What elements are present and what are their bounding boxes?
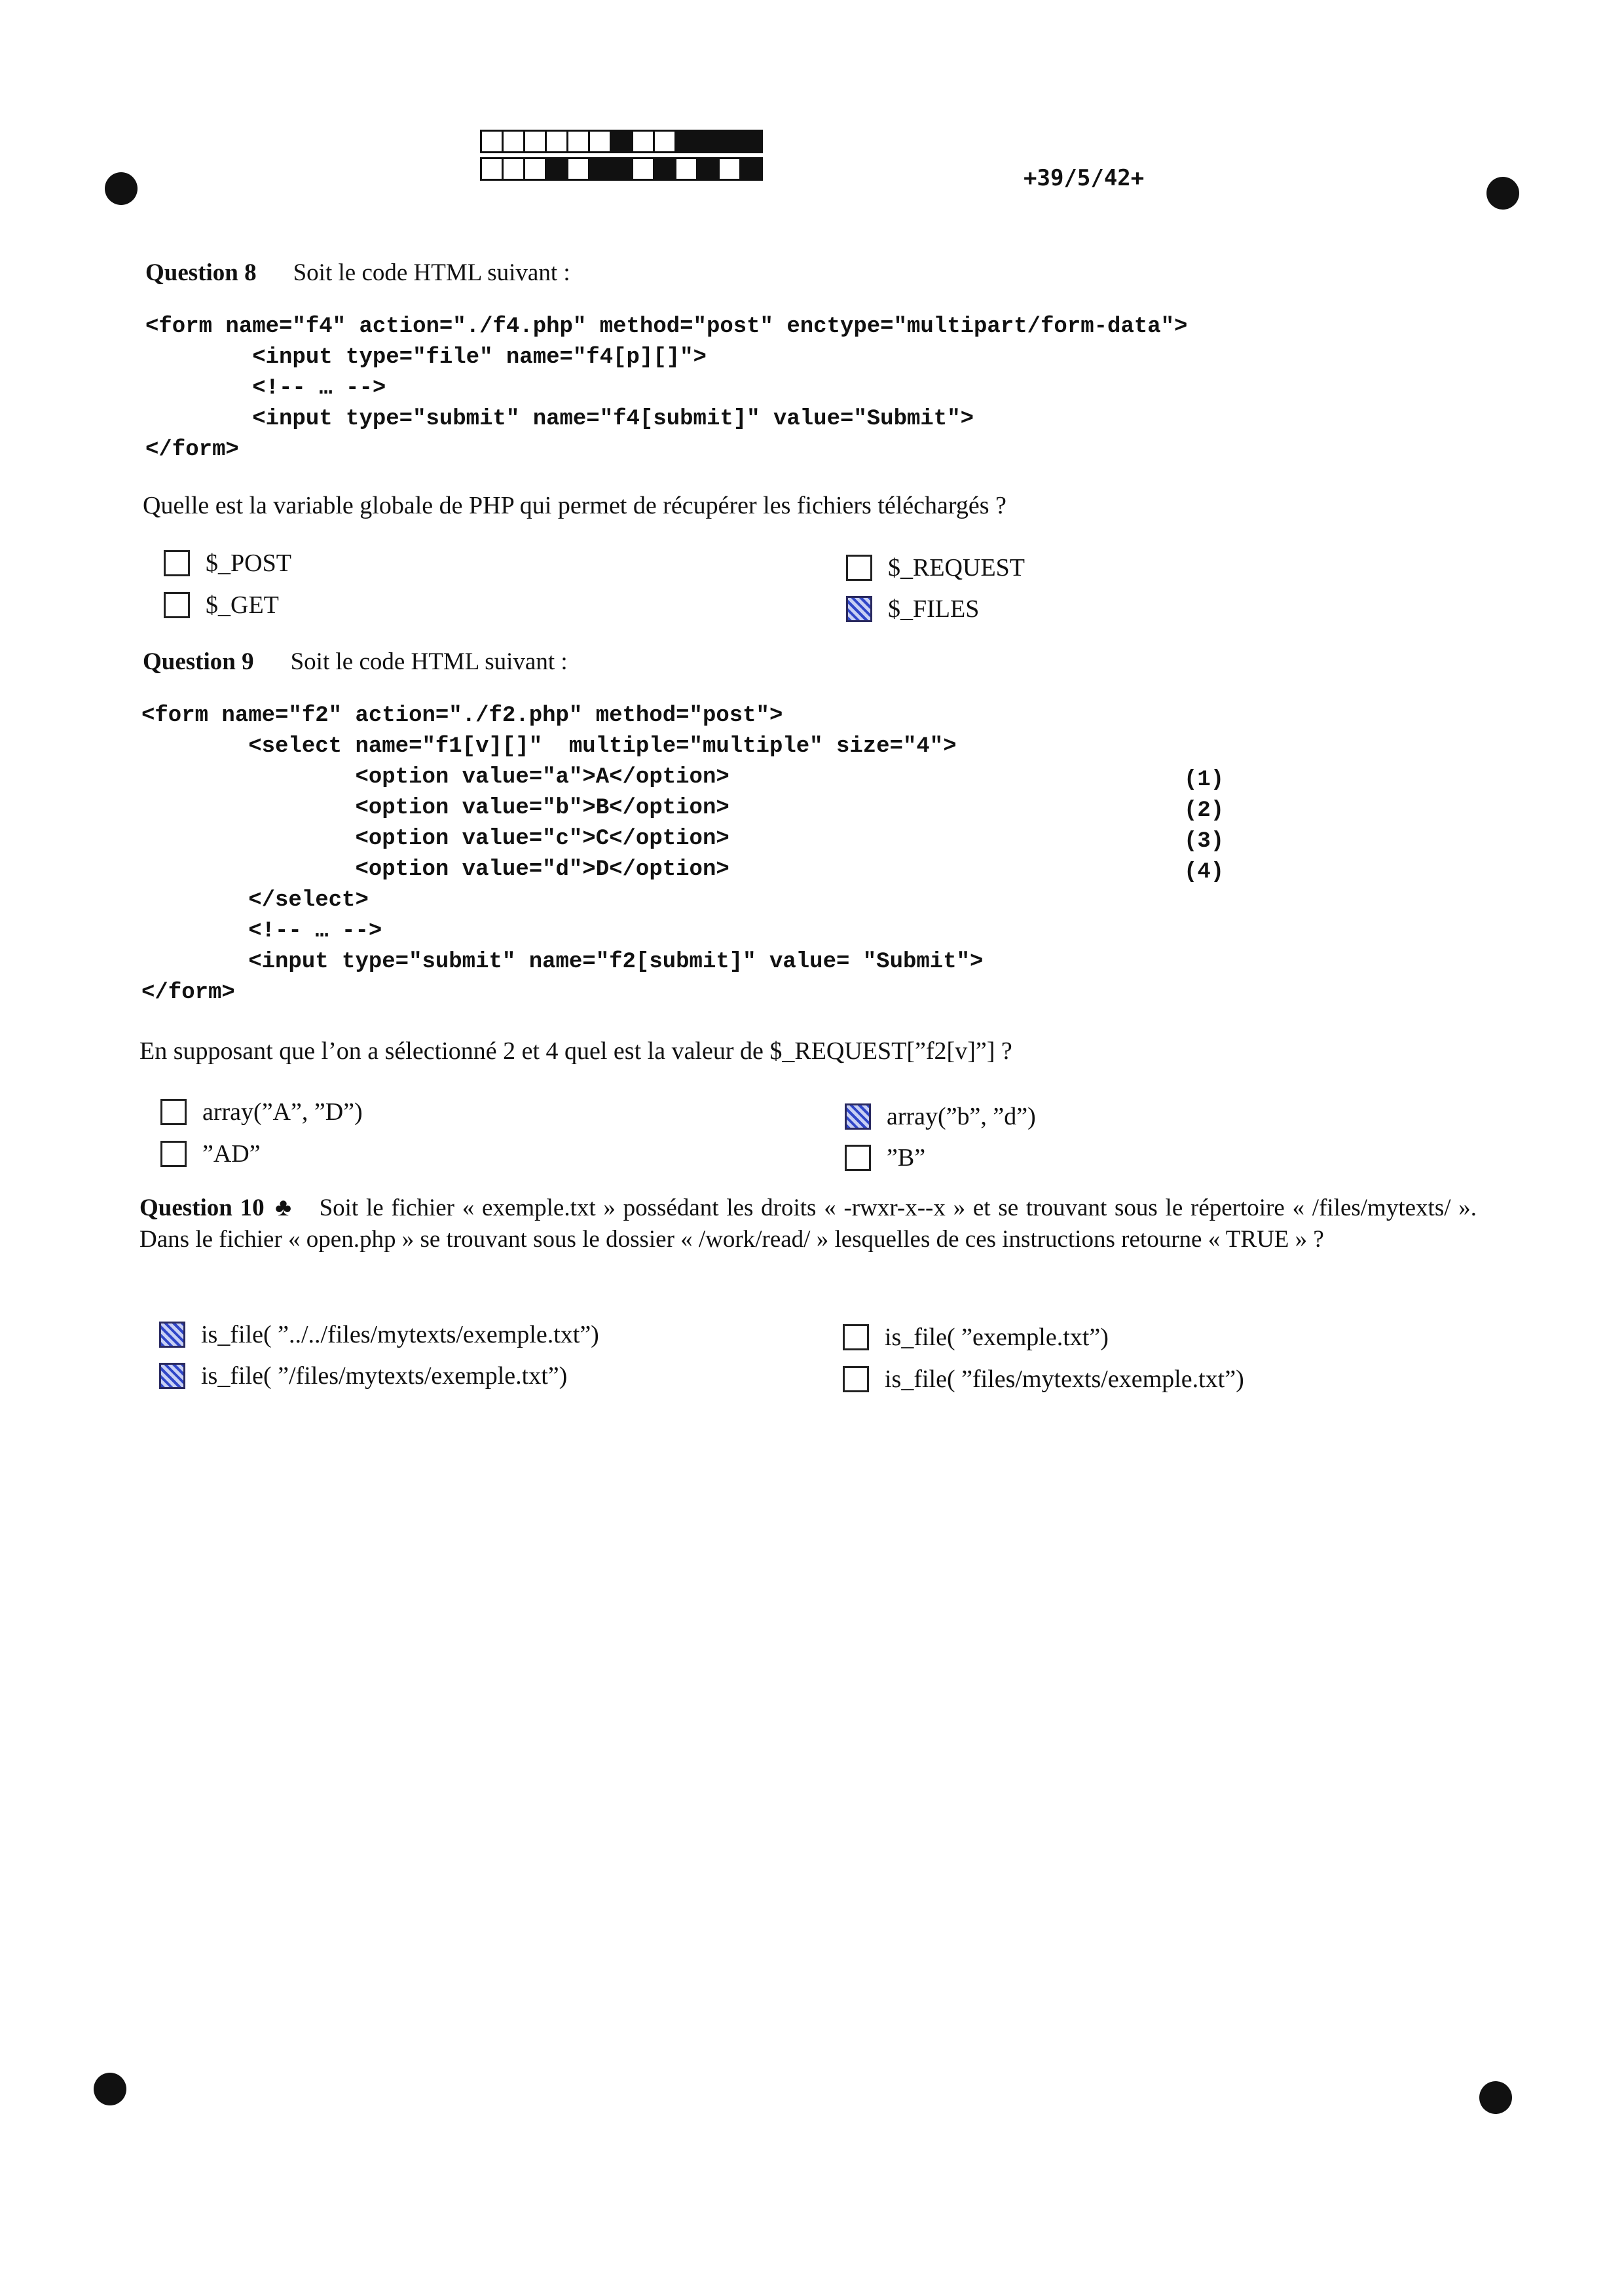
checkbox[interactable] <box>164 592 190 618</box>
answer-option[interactable]: $_POST <box>164 549 291 578</box>
answer-option[interactable]: ”B” <box>845 1143 925 1172</box>
answer-option[interactable]: is_file( ”/files/mytexts/exemple.txt”) <box>159 1361 567 1390</box>
question-label: Question 8 <box>145 259 257 286</box>
corner-mark-top-left <box>105 172 138 205</box>
barcode-row-2 <box>480 157 761 181</box>
question-8-prompt: Quelle est la variable globale de PHP qui permet de récupérer les fichiers téléchargés ? <box>143 492 1006 519</box>
checkbox[interactable] <box>845 1145 871 1171</box>
line-number: (3) <box>1184 829 1225 854</box>
checkbox-checked[interactable] <box>845 1103 871 1130</box>
checkbox-checked[interactable] <box>159 1322 185 1348</box>
answer-option[interactable]: array(”A”, ”D”) <box>160 1098 363 1126</box>
question-intro: Soit le code HTML suivant : <box>293 259 570 286</box>
answer-option[interactable]: $_FILES <box>846 595 979 623</box>
answer-option[interactable]: is_file( ”files/mytexts/exemple.txt”) <box>843 1365 1244 1394</box>
line-number: (4) <box>1184 860 1225 885</box>
checkbox-checked[interactable] <box>159 1363 185 1389</box>
question-10-text <box>139 1192 1477 1255</box>
checkbox[interactable] <box>160 1099 187 1125</box>
question-9-header <box>143 648 568 676</box>
answer-option[interactable]: is_file( ”../../files/mytexts/exemple.txt”) <box>159 1320 599 1349</box>
corner-mark-bottom-right <box>1479 2081 1512 2114</box>
question-label: Question 10 <box>139 1194 265 1221</box>
checkbox[interactable] <box>160 1141 187 1167</box>
answer-option[interactable]: is_file( ”exemple.txt”) <box>843 1323 1109 1352</box>
question-8-code: <form name="f4" action="./f4.php" method="post" enctype="multipart/form-data"> <input type="file" name="f4[p][]"> <!-- … --> <input type="submit" name="f4[submit]" value="Submit"> </form> <box>145 314 1188 462</box>
checkbox[interactable] <box>843 1324 869 1350</box>
checkbox-checked[interactable] <box>846 596 872 622</box>
barcode-row-1 <box>480 130 761 153</box>
corner-mark-bottom-left <box>94 2073 126 2105</box>
answer-option[interactable]: $_REQUEST <box>846 553 1025 582</box>
answer-option[interactable]: ”AD” <box>160 1139 261 1168</box>
corner-mark-top-right <box>1486 177 1519 210</box>
club-icon: ♣ <box>273 1194 293 1221</box>
question-9-code: <form name="f2" action="./f2.php" method="post"> <select name="f1[v][]" multiple="multiple" size="4"> <option value="a">A</option> <option value="b">B</option> <option value="c">C</option> <option value="d">D</option> </select> <!-- … --> <input type="submit" name="f2[submit]" value= "Submit"> </form> <box>141 703 984 1005</box>
checkbox[interactable] <box>164 550 190 576</box>
page-id: +39/5/42+ <box>1024 165 1145 191</box>
question-label: Question 9 <box>143 648 254 675</box>
answer-option[interactable]: $_GET <box>164 591 279 620</box>
line-number: (2) <box>1184 798 1225 823</box>
question-intro: Soit le fichier « exemple.txt » possédant les droits « -rwxr-x--x » et se trouvant sous le répertoire « /files/mytexts/ ». Dans le fichier « open.php » se trouvant sous le dossier « /work/read/ » lesquelles de ces instructions retourne « TRUE » ? <box>139 1194 1477 1253</box>
question-8-header <box>145 259 570 287</box>
question-intro: Soit le code HTML suivant : <box>290 648 568 675</box>
answer-option[interactable]: array(”b”, ”d”) <box>845 1102 1036 1131</box>
question-9-prompt: En supposant que l’on a sélectionné 2 et 4 quel est la valeur de $_REQUEST[”f2[v]”] ? <box>139 1037 1012 1065</box>
line-number: (1) <box>1184 768 1225 792</box>
checkbox[interactable] <box>843 1366 869 1392</box>
checkbox[interactable] <box>846 555 872 581</box>
